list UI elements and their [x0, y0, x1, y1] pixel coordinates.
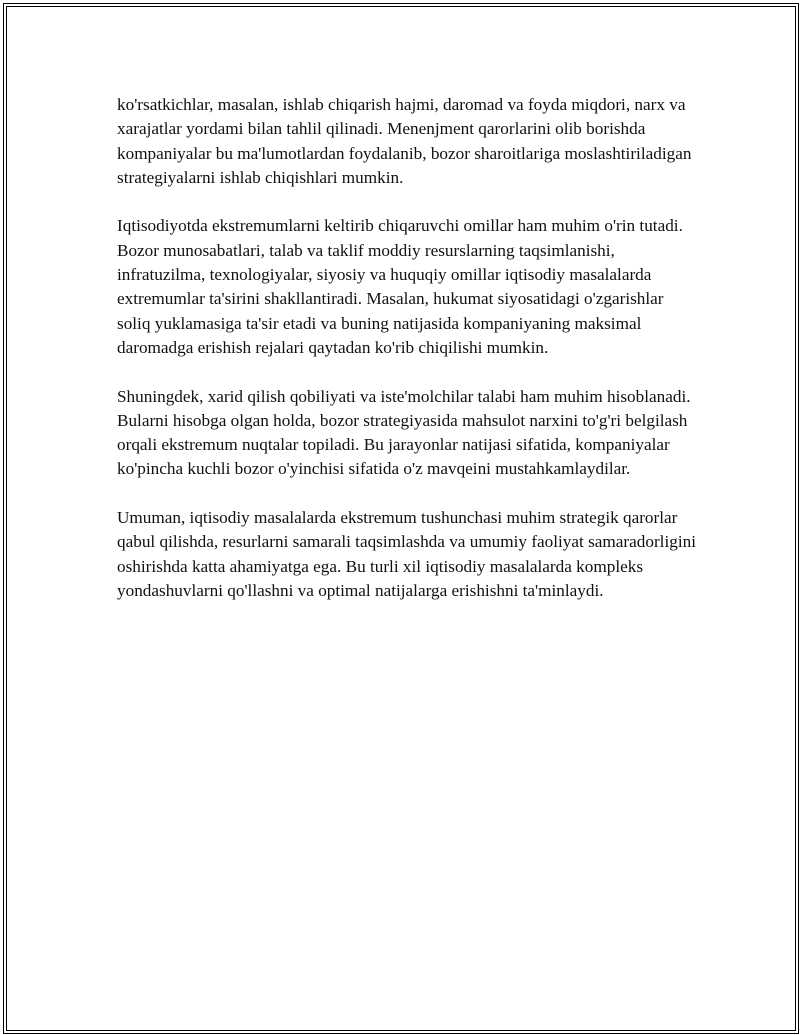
document-body: [117, 93, 697, 628]
paragraph-2: Iqtisodiyotda ekstremumlarni keltirib chiqaruvchi omillar ham muhim o'rin tutadi. Bozor munosabatlari, talab va taklif moddiy resurslarning taqsimlanishi, infratuzilma, texnologiyalar, siyosiy va huquqiy omillar iqtisodiy masalalarda extremumlar ta'sirini shakllantiradi. Masalan, hukumat siyosatidagi o'zgarishlar soliq yuklamasiga ta'sir etadi va buning natijasida kompaniyaning maksimal daromadga erishish rejalari qaytadan ko'rib chiqilishi mumkin.: [117, 216, 683, 357]
paragraph-1: ko'rsatkichlar, masalan, ishlab chiqarish hajmi, daromad va foyda miqdori, narx va xarajatlar yordami bilan tahlil qilinadi. Menenjment qarorlarini olib borishda kompaniyalar bu ma'lumotlardan foydalanib, bozor sharoitlariga moslashtiriladigan strategiyalarni ishlab chiqishlari mumkin.: [117, 95, 692, 187]
paragraph-4: Umuman, iqtisodiy masalalarda ekstremum tushunchasi muhim strategik qarorlar qabul qilishda, resurlarni samarali taqsimlashda va umumiy faoliyat samaradorligini oshirishda katta ahamiyatga ega. Bu turli xil iqtisodiy masalalarda kompleks yondashuvlarni qo'llashni va optimal natijalarga erishishni ta'minlaydi.: [117, 508, 696, 600]
paragraph-3: Shuningdek, xarid qilish qobiliyati va iste'molchilar talabi ham muhim hisoblanadi. Bularni hisobga olgan holda, bozor strategiyasida mahsulot narxini to'g'ri belgilash orqali ekstremum nuqtalar topiladi. Bu jarayonlar natijasi sifatida, kompaniyalar ko'pincha kuchli bozor o'yinchisi sifatida o'z mavqeini mustahkamlaydilar.: [117, 386, 691, 479]
